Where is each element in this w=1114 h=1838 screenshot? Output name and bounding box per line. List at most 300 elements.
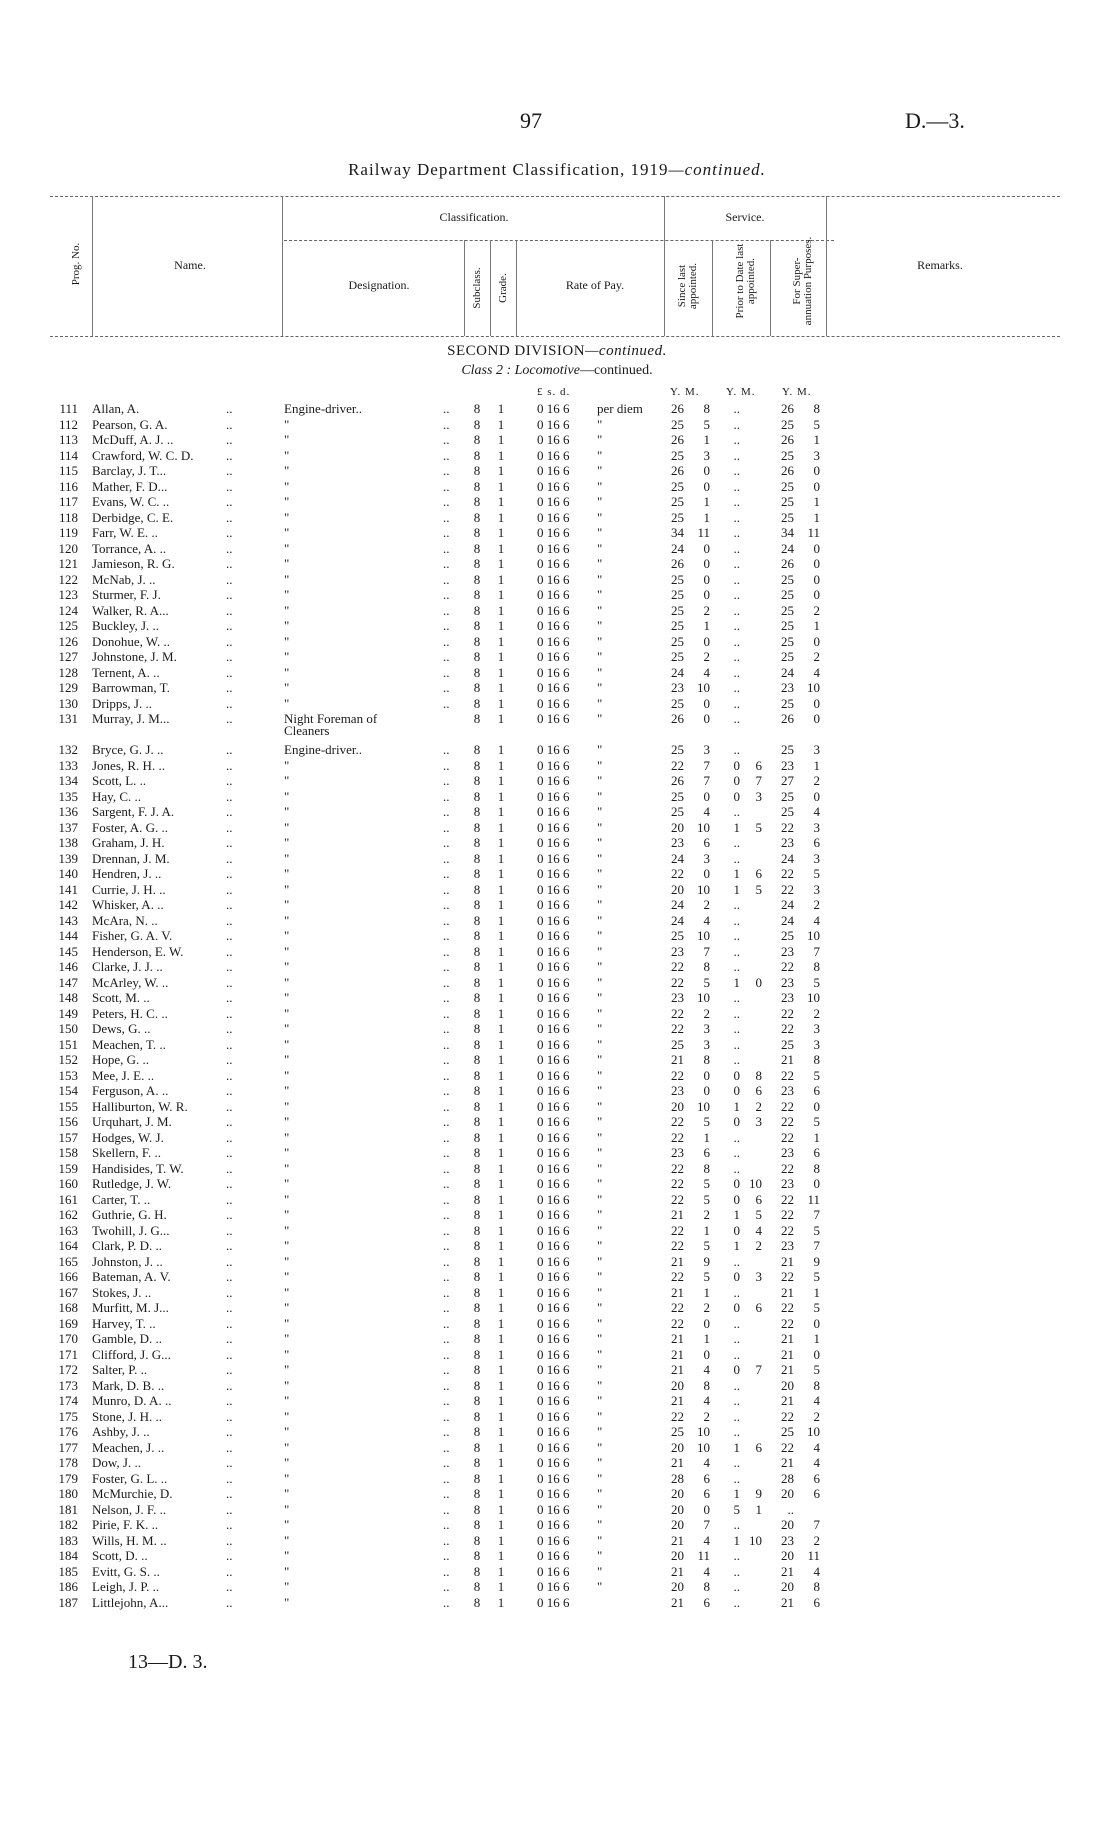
since-months: 3 [703, 850, 710, 866]
leader-dots: .. [226, 494, 233, 509]
leader-dots: .. [226, 1021, 233, 1036]
employee-name: Sargent, F. J. A. [92, 804, 175, 819]
super-months: 0 [813, 540, 820, 556]
pay-unit: " [597, 1486, 603, 1501]
grade: 1 [497, 1455, 505, 1470]
table-row [0, 448, 1114, 464]
leader-dots: .. [226, 1470, 233, 1486]
since-months: 7 [703, 757, 710, 773]
leader-dots: .. [443, 1424, 450, 1439]
pay-unit: " [597, 1098, 603, 1114]
pay-unit: " [597, 1191, 603, 1207]
super-months: 4 [813, 1393, 820, 1408]
prior-months: 3 [755, 1269, 762, 1284]
table-row [0, 1579, 1114, 1595]
designation: " [284, 959, 290, 974]
prior-months: 5 [755, 819, 762, 835]
pay-unit: " [597, 1067, 603, 1083]
rate-of-pay: 0 16 6 [537, 1021, 570, 1036]
employee-name: Graham, J. H. [92, 835, 165, 850]
prog-number: 172 [58, 1362, 78, 1377]
super-months: 5 [813, 1300, 820, 1315]
pay-unit: " [597, 1424, 603, 1439]
employee-name: Foster, A. G. .. [92, 819, 169, 835]
rate-of-pay: 0 16 6 [537, 1176, 570, 1191]
col-divider [490, 240, 491, 336]
pay-unit: " [597, 695, 603, 711]
employee-name: Littlejohn, A... [92, 1594, 169, 1610]
prior-years: .. [733, 1470, 740, 1486]
col-divider [664, 196, 665, 336]
table-row [0, 1409, 1114, 1425]
since-years: 21 [671, 1362, 684, 1377]
header-grade: Grade. [497, 273, 509, 303]
since-months: 3 [703, 1036, 710, 1052]
super-years: 23 [781, 974, 794, 990]
subclass: 8 [473, 928, 481, 943]
leader-dots: .. [443, 1114, 450, 1129]
grade: 1 [497, 866, 505, 881]
since-months: 2 [703, 897, 710, 912]
class-continued: —continued. [579, 363, 653, 378]
table-row [0, 1533, 1114, 1549]
title-text: Railway Department Classification, 1919 [348, 160, 669, 179]
pay-unit: " [597, 1284, 603, 1300]
prog-number: 122 [58, 571, 78, 587]
employee-name: Pearson, G. A. [92, 416, 168, 432]
since-months: 4 [703, 1362, 710, 1377]
prog-number: 144 [58, 928, 78, 943]
pay-unit: " [597, 804, 603, 819]
pay-unit: " [597, 943, 603, 959]
since-years: 23 [671, 990, 684, 1005]
employee-name: Twohill, J. G... [92, 1222, 170, 1238]
prog-number: 178 [58, 1455, 78, 1470]
subclass: 8 [473, 602, 481, 618]
super-years: 20 [781, 1377, 794, 1393]
super-years: 24 [781, 540, 794, 556]
running-title [0, 160, 1114, 180]
super-months: 0 [813, 1315, 820, 1331]
grade: 1 [497, 912, 505, 928]
since-years: 25 [671, 1424, 684, 1439]
leader-dots: .. [226, 1393, 233, 1408]
prior-months: 5 [755, 1207, 762, 1222]
table-row [0, 1223, 1114, 1239]
table-row [0, 1083, 1114, 1099]
subclass: 8 [473, 1501, 481, 1517]
super-months: 1 [813, 509, 820, 525]
rate-of-pay: 0 16 6 [537, 912, 570, 928]
leader-dots: .. [443, 1393, 450, 1408]
leader-dots: .. [443, 1455, 450, 1470]
super-years: 34 [781, 525, 794, 540]
pay-unit: " [597, 1160, 603, 1176]
leader-dots: .. [443, 1362, 450, 1377]
prior-years: 1 [733, 1238, 740, 1253]
prog-number: 173 [58, 1377, 78, 1393]
table-row [0, 401, 1114, 417]
leader-dots: .. [226, 618, 233, 633]
employee-name: Bateman, A. V. [92, 1269, 171, 1284]
prior-years: .. [733, 1594, 740, 1610]
division-title [0, 343, 1114, 360]
classification-table-body [0, 401, 1114, 1610]
leader-dots: .. [443, 664, 450, 680]
grade: 1 [497, 1284, 505, 1300]
leader-dots: .. [443, 757, 450, 773]
super-months: 2 [813, 773, 820, 788]
grade: 1 [497, 664, 505, 680]
since-months: 10 [697, 990, 710, 1005]
subclass: 8 [473, 974, 481, 990]
super-years: 25 [781, 447, 794, 463]
grade: 1 [497, 1191, 505, 1207]
leader-dots: .. [443, 556, 450, 571]
subclass: 8 [473, 618, 481, 633]
leader-dots: .. [226, 912, 233, 928]
leader-dots: .. [443, 1377, 450, 1393]
super-years: 25 [781, 742, 794, 757]
prior-years: 0 [733, 1083, 740, 1098]
employee-name: Scott, L. .. [92, 773, 147, 788]
employee-name: Foster, G. L. .. [92, 1470, 168, 1486]
pay-unit: " [597, 974, 603, 990]
subclass: 8 [473, 1005, 481, 1021]
since-years: 22 [671, 1005, 684, 1021]
rate-of-pay: 0 16 6 [537, 1393, 570, 1408]
super-months: 7 [813, 943, 820, 959]
since-years: 25 [671, 804, 684, 819]
grade: 1 [497, 943, 505, 959]
rate-of-pay: 0 16 6 [537, 742, 570, 757]
leader-dots: .. [443, 835, 450, 850]
table-row [0, 1207, 1114, 1223]
designation: " [284, 1145, 290, 1160]
rate-of-pay: 0 16 6 [537, 788, 570, 804]
prog-number: 151 [58, 1036, 78, 1052]
table-row [0, 835, 1114, 851]
super-months: 1 [813, 1284, 820, 1300]
table-row [0, 944, 1114, 960]
prog-number: 165 [58, 1253, 78, 1269]
prog-number: 140 [58, 866, 78, 881]
leader-dots: .. [226, 1145, 233, 1160]
since-months: 6 [703, 1594, 710, 1610]
subclass: 8 [473, 1176, 481, 1191]
table-row [0, 587, 1114, 603]
since-years: 25 [671, 742, 684, 757]
prog-number: 145 [58, 943, 78, 959]
grade: 1 [497, 1470, 505, 1486]
subclass: 8 [473, 1486, 481, 1501]
table-row [0, 1471, 1114, 1487]
prior-years: .. [733, 1331, 740, 1346]
since-years: 22 [671, 1238, 684, 1253]
pay-unit: " [597, 509, 603, 525]
super-months: 5 [813, 1114, 820, 1129]
grade: 1 [497, 602, 505, 618]
super-months: 6 [813, 1486, 820, 1501]
prior-years: .. [733, 1563, 740, 1579]
leader-dots: .. [226, 1439, 233, 1455]
leader-dots: .. [226, 478, 233, 494]
since-years: 22 [671, 866, 684, 881]
leader-dots: .. [443, 1269, 450, 1284]
header-rate-of-pay: Rate of Pay. [565, 278, 625, 292]
rate-of-pay: 0 16 6 [537, 897, 570, 912]
subclass: 8 [473, 1408, 481, 1424]
super-months: 3 [813, 742, 820, 757]
designation: " [284, 478, 290, 494]
leader-dots: .. [226, 416, 233, 432]
since-years: 25 [671, 494, 684, 509]
designation: " [284, 1269, 290, 1284]
prog-number: 128 [58, 664, 78, 680]
super-months: 0 [813, 587, 820, 602]
prior-months: 0 [755, 974, 762, 990]
prog-number: 118 [58, 509, 78, 525]
employee-name: Meachen, T. .. [92, 1036, 166, 1052]
prog-number: 134 [58, 773, 78, 788]
since-months: 5 [703, 1191, 710, 1207]
super-years: 25 [781, 649, 794, 664]
prog-number: 161 [58, 1191, 78, 1207]
since-years: 22 [671, 1114, 684, 1129]
grade: 1 [497, 1005, 505, 1021]
pay-unit: " [597, 1300, 603, 1315]
since-years: 25 [671, 587, 684, 602]
super-years: 21 [781, 1346, 794, 1362]
subclass: 8 [473, 1207, 481, 1222]
grade: 1 [497, 680, 505, 695]
table-row [0, 1052, 1114, 1068]
leader-dots: .. [443, 1346, 450, 1362]
super-years: 21 [781, 1362, 794, 1377]
pay-unit: " [597, 540, 603, 556]
grade: 1 [497, 1393, 505, 1408]
super-years: 28 [781, 1470, 794, 1486]
rate-of-pay: 0 16 6 [537, 1098, 570, 1114]
rate-of-pay: 0 16 6 [537, 1486, 570, 1501]
since-years: 20 [671, 1501, 684, 1517]
leader-dots: .. [443, 571, 450, 587]
employee-name: Jamieson, R. G. [92, 556, 175, 571]
pay-unit: " [597, 1005, 603, 1021]
table-row [0, 463, 1114, 479]
employee-name: Buckley, J. .. [92, 618, 160, 633]
pay-unit: " [597, 1269, 603, 1284]
since-months: 0 [703, 1067, 710, 1083]
designation: " [284, 1098, 290, 1114]
leader-dots: .. [226, 509, 233, 525]
prior-years: 0 [733, 1222, 740, 1238]
pay-unit: " [597, 478, 603, 494]
prior-years: 0 [733, 1114, 740, 1129]
prior-years: .. [733, 742, 740, 757]
prog-number: 133 [58, 757, 78, 773]
super-years: 22 [781, 1067, 794, 1083]
grade: 1 [497, 742, 505, 757]
designation: " [284, 1408, 290, 1424]
super-months: 0 [813, 788, 820, 804]
since-years: 23 [671, 1145, 684, 1160]
pay-unit: " [597, 1470, 603, 1486]
prior-years: .. [733, 711, 740, 726]
super-months: 6 [813, 1145, 820, 1160]
rate-of-pay: 0 16 6 [537, 974, 570, 990]
grade: 1 [497, 835, 505, 850]
prog-number: 174 [58, 1393, 78, 1408]
super-years: 22 [781, 1315, 794, 1331]
prior-years: 1 [733, 1439, 740, 1455]
grade: 1 [497, 990, 505, 1005]
prior-years: .. [733, 912, 740, 928]
leader-dots: .. [226, 1083, 233, 1098]
leader-dots: .. [226, 804, 233, 819]
leader-dots: .. [226, 1486, 233, 1501]
leader-dots: .. [443, 478, 450, 494]
pay-unit: " [597, 556, 603, 571]
since-months: 1 [703, 618, 710, 633]
prior-months: 10 [749, 1176, 762, 1191]
leader-dots: .. [443, 1083, 450, 1098]
subclass: 8 [473, 1579, 481, 1594]
subclass: 8 [473, 1300, 481, 1315]
employee-name: Currie, J. H. .. [92, 881, 166, 897]
rate-of-pay: 0 16 6 [537, 1517, 570, 1532]
leader-dots: .. [226, 1532, 233, 1548]
prog-number: 111 [59, 401, 78, 416]
pay-unit: " [597, 912, 603, 928]
leader-dots: .. [226, 1207, 233, 1222]
leader-dots: .. [443, 788, 450, 804]
designation: " [284, 1238, 290, 1253]
designation: " [284, 1470, 290, 1486]
designation: " [284, 447, 290, 463]
prog-number: 136 [58, 804, 78, 819]
pay-unit: " [597, 1362, 603, 1377]
pay-unit: " [597, 1455, 603, 1470]
subclass: 8 [473, 943, 481, 959]
rate-of-pay: 0 16 6 [537, 1253, 570, 1269]
header-name: Name. [174, 258, 206, 272]
pay-unit: " [597, 1021, 603, 1036]
subclass: 8 [473, 463, 481, 478]
prog-number: 129 [58, 680, 78, 695]
since-years: 25 [671, 928, 684, 943]
prior-years: .. [733, 494, 740, 509]
since-months: 2 [703, 1005, 710, 1021]
since-years: 22 [671, 1269, 684, 1284]
leader-dots: .. [443, 1579, 450, 1594]
table-row [0, 479, 1114, 495]
rate-of-pay: 0 16 6 [537, 649, 570, 664]
since-months: 11 [697, 525, 710, 540]
subclass: 8 [473, 587, 481, 602]
grade: 1 [497, 1176, 505, 1191]
leader-dots: .. [226, 850, 233, 866]
prior-years: 1 [733, 1532, 740, 1548]
super-years: 23 [781, 757, 794, 773]
since-months: 1 [703, 509, 710, 525]
table-row [0, 820, 1114, 836]
rate-of-pay: 0 16 6 [537, 990, 570, 1005]
subclass: 8 [473, 773, 481, 788]
since-months: 7 [703, 773, 710, 788]
page-number: 97 [520, 108, 542, 133]
grade: 1 [497, 478, 505, 494]
table-row [0, 789, 1114, 805]
since-years: 21 [671, 1207, 684, 1222]
table-row [0, 618, 1114, 634]
employee-name: Mather, F. D... [92, 478, 168, 494]
prior-months: 2 [755, 1238, 762, 1253]
pay-unit: " [597, 1129, 603, 1145]
super-months: 10 [807, 1424, 820, 1439]
super-years: 23 [781, 1083, 794, 1098]
since-years: 25 [671, 695, 684, 711]
pay-unit: " [597, 1331, 603, 1346]
prior-years: 0 [733, 1191, 740, 1207]
rate-of-pay: 0 16 6 [537, 1238, 570, 1253]
leader-dots: .. [443, 1067, 450, 1083]
grade: 1 [497, 1129, 505, 1145]
grade: 1 [497, 1067, 505, 1083]
table-row [0, 1347, 1114, 1363]
since-years: 21 [671, 1052, 684, 1067]
super-months: 0 [813, 695, 820, 711]
leader-dots: .. [443, 649, 450, 664]
since-months: 1 [703, 1331, 710, 1346]
leader-dots: .. [443, 1408, 450, 1424]
super-years: 25 [781, 928, 794, 943]
employee-name: Hodges, W. J. [92, 1129, 164, 1145]
subclass: 8 [473, 1331, 481, 1346]
col-divider [92, 196, 93, 336]
designation: " [284, 1300, 290, 1315]
since-years: 22 [671, 1129, 684, 1145]
leader-dots: .. [226, 1129, 233, 1145]
rate-of-pay: 0 16 6 [537, 463, 570, 478]
rate-of-pay: 0 16 6 [537, 1114, 570, 1129]
leader-dots: .. [226, 1052, 233, 1067]
prog-number: 138 [58, 835, 78, 850]
grade: 1 [497, 1331, 505, 1346]
leader-dots: .. [443, 463, 450, 478]
super-years: 21 [781, 1563, 794, 1579]
leader-dots: .. [443, 1222, 450, 1238]
super-years: 23 [781, 680, 794, 695]
since-months: 5 [703, 1269, 710, 1284]
super-years: 21 [781, 1052, 794, 1067]
prior-months: 8 [755, 1067, 762, 1083]
subclass: 8 [473, 959, 481, 974]
leader-dots: .. [443, 897, 450, 912]
prior-years: .. [733, 1455, 740, 1470]
leader-dots: .. [443, 1315, 450, 1331]
prog-number: 135 [58, 788, 78, 804]
prog-number: 147 [58, 974, 78, 990]
leader-dots: .. [443, 587, 450, 602]
prog-number: 116 [58, 478, 78, 494]
prior-years: 1 [733, 866, 740, 881]
header-designation: Designation. [348, 278, 410, 292]
employee-name: Clifford, J. G... [92, 1346, 171, 1362]
table-row [0, 990, 1114, 1006]
pay-unit: " [597, 602, 603, 618]
leader-dots: .. [443, 1501, 450, 1517]
